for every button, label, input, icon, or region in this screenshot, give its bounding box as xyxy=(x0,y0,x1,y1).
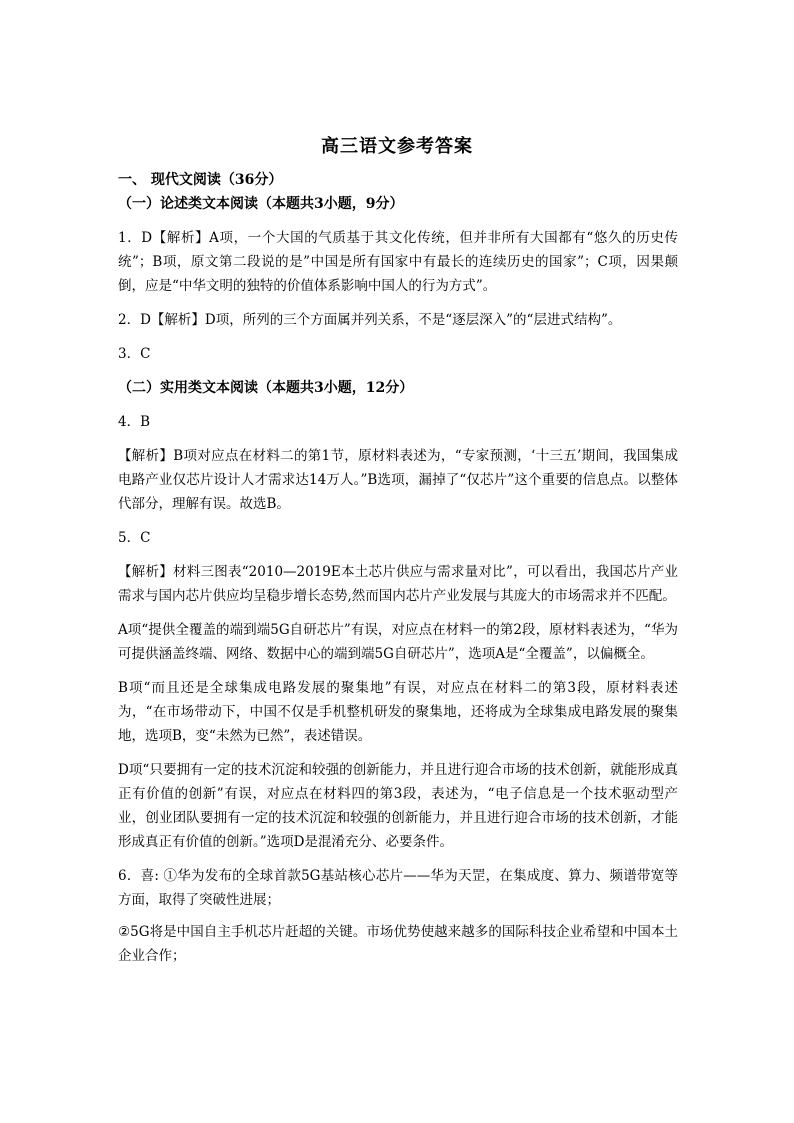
answer-q5-option-d: D项“只要拥有一定的技术沉淀和较强的创新能力，并且进行迎合市场的技术创新，就能形成真正有价值的创新”有误，对应点在材料四的第3段，表述为，“电子信息是一个技术驱动型产业，创业团队要拥有一定的技术沉淀和较强的创新能力，并且进行迎合市场的技术创新，才能形成真正有价值的创新。”选项D是混淆充分、必要条件。 xyxy=(118,762,678,850)
section-heading: 一、 现代文阅读（36分） xyxy=(118,172,283,188)
answer-q5: 5．C xyxy=(118,530,151,546)
answer-q3: 3．C xyxy=(118,346,151,362)
answer-q5-option-b: B项“而且还是全球集成电路发展的聚集地”有误，对应点在材料二的第3段，原材料表述为，“在市场带动下，中国不仅是手机整机研发的聚集地，还将成为全球集成电路发展的聚集地，选项B，变“未然为已然”，表述错误。 xyxy=(118,680,678,744)
answer-q6-point-2: ②5G将是中国自主手机芯片赶超的关键。市场优势使越来越多的国际科技企业希望和中国本土企业合作； xyxy=(118,924,678,964)
answer-q6-point-1: 6．喜: ①华为发布的全球首款5G基站核心芯片——华为天罡，在集成度、算力、频谱带宽等方面，取得了突破性进展； xyxy=(118,868,678,908)
answer-q2: 2．D【解析】D项，所列的三个方面属并列关系，不是“逐层深入”的“层进式结构”。 xyxy=(118,312,622,328)
answer-q5-analysis: 【解析】材料三图表“2010—2019E本土芯片供应与需求量对比”，可以看出，我国芯片产业需求与国内芯片供应均呈稳步增长态势,然而国内芯片产业发展与其庞大的市场需求并不匹配。 xyxy=(118,564,678,604)
subsection-heading: （二）实用类文本阅读（本题共3小题，12分） xyxy=(118,380,414,396)
answer-q1: 1．D【解析】A项，一个大国的气质基于其文化传统，但并非所有大国都有“悠久的历史传统”；B项，原文第二段说的是”中国是所有国家中有最长的连续历史的国家”；C项，因果颠倒，应是“中华文明的独特的价值体系影响中国人的行为方式”。 xyxy=(118,230,678,294)
answer-q4: 4．B xyxy=(118,414,151,430)
answer-q4-analysis: 【解析】B项对应点在材料二的第1节，原材料表述为，“专家预测，‘十三五’期间，我国集成电路产业仅芯片设计人才需求达14万人。”B选项，漏掉了“仅芯片”这个重要的信息点。以整体代部分，理解有误。故选B。 xyxy=(118,448,678,512)
answer-q5-option-a: A项“提供全覆盖的端到端5G自研芯片”有误，对应点在材料一的第2段，原材料表述为，“华为可提供涵盖终端、网络、数据中心的端到端5G自研芯片”，选项A是“全覆盖”，以偏概全。 xyxy=(118,622,678,662)
subsection-heading: （一）论述类文本阅读（本题共3小题，9分） xyxy=(118,196,404,212)
answer-content xyxy=(118,170,678,976)
page-title: 高三语文参考答案 xyxy=(321,136,473,157)
